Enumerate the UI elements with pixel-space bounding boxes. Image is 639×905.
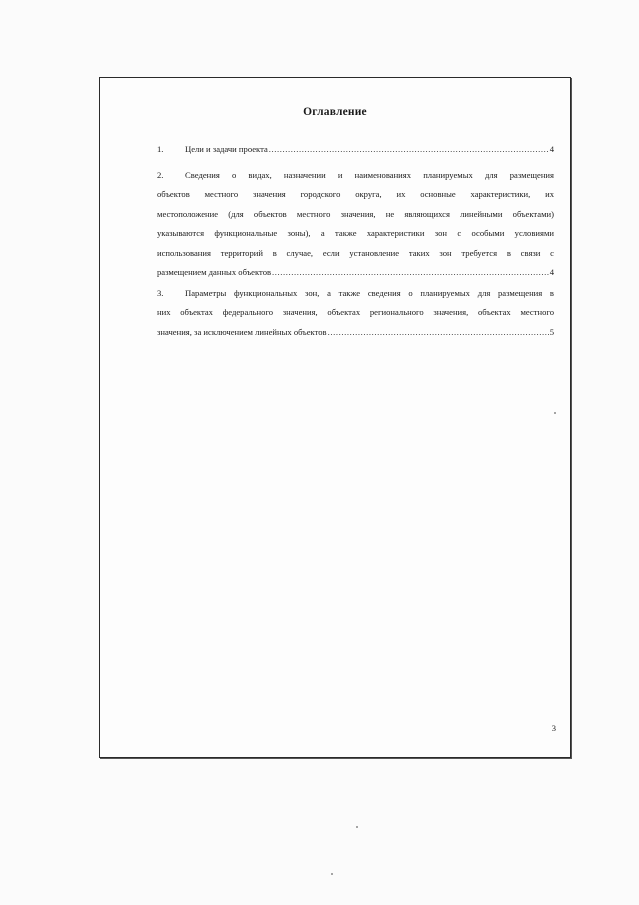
toc-entry-1[interactable] [157, 140, 554, 159]
toc-entry-3[interactable] [157, 284, 554, 342]
toc-entry-line [157, 263, 554, 282]
scan-speck [554, 412, 556, 414]
dot-leader [269, 140, 549, 159]
toc-entry-page: 5 [549, 326, 554, 337]
page-number: 3 [551, 723, 556, 733]
toc-entry-text: местоположение (для объектов местного значения, не являющихся линейными объектами) [157, 208, 554, 219]
dot-leader [272, 263, 549, 282]
toc-entry-number: 3. [157, 288, 164, 298]
toc-entry-line [157, 323, 554, 342]
dot-leader [328, 323, 549, 342]
document-page [99, 77, 571, 758]
toc-entry-2[interactable] [157, 166, 554, 282]
toc-entry-text: Цели и задачи проекта [185, 144, 268, 154]
scan-speck [331, 873, 333, 875]
toc-entry-text: размещением данных объектов [157, 267, 272, 278]
toc-entry-line [157, 140, 554, 159]
scan-speck [356, 826, 358, 828]
toc-entry-number: 1. [157, 144, 164, 154]
toc-entry-line [157, 284, 554, 303]
toc-entry-text: значения, за исключением линейных объектов [157, 326, 327, 337]
toc-entry-page: 4 [549, 267, 554, 278]
toc-entry-text: объектов местного значения городского округа, их основные характеристики, их [157, 189, 554, 200]
toc-entry-text: Сведения о видах, назначении и наименованиях планируемых для размещения [185, 170, 554, 180]
toc-entry-text: них объектах федерального значения, объектах регионального значения, объектах местного [157, 307, 554, 318]
toc-entry-number: 2. [157, 170, 164, 180]
toc-entry-text: указываются функциональные зоны), а также характеристики зон с особыми условиями [157, 228, 554, 239]
toc-entry-text: Параметры функциональных зон, а также сведения о планируемых для размещения в [185, 288, 554, 298]
toc-entry-text: использования территорий в случае, если установление таких зон требуется в связи с [157, 247, 554, 258]
toc-entry-line [157, 166, 554, 185]
toc-entry-page: 4 [549, 144, 554, 154]
toc-title: Оглавление [303, 106, 367, 118]
